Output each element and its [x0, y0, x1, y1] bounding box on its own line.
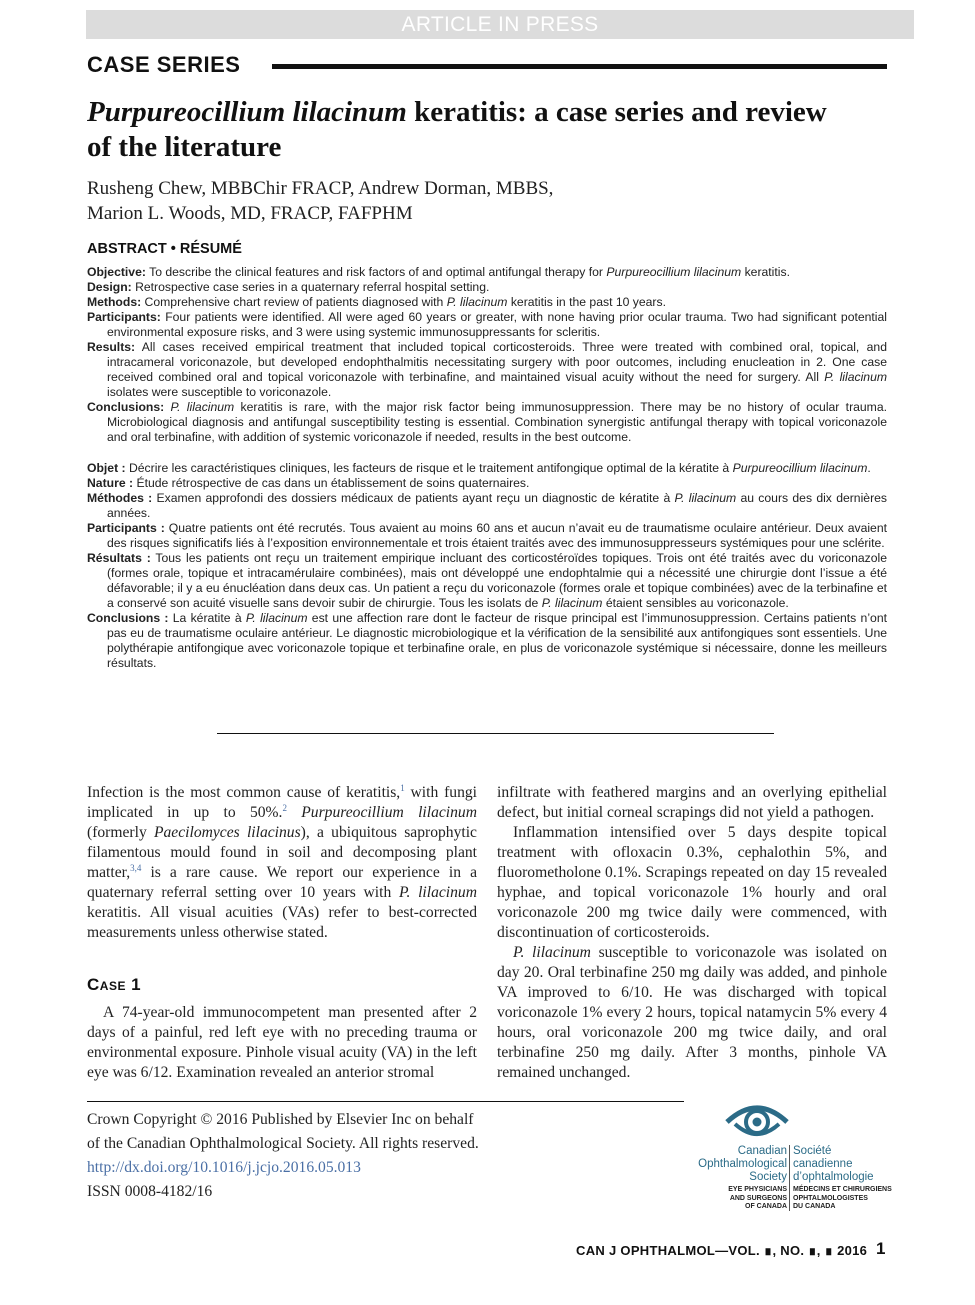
label-conclusions: Conclusions: [87, 400, 165, 414]
article-title [87, 95, 847, 165]
reference-link-2[interactable]: 2 [282, 802, 287, 813]
page-number: 1 [876, 1239, 886, 1258]
label-design: Design: [87, 280, 132, 294]
intro-text-3 [287, 804, 301, 821]
authors [87, 176, 787, 226]
case-paragraph-2: Inflammation intensified over 5 days despite topical treatment with ofloxacin 0.3%, cephalothin 5%, and fluorometholone 0.1%. Scrapings repeated on day 15 revealed hyphae, and topical voriconazole 1% hourly and oral voriconazole 200 mg twice daily were commenced, with discontinuation of corticosteroids. [497, 824, 887, 941]
label-participants: Participants: [87, 310, 161, 324]
text-conclusions: keratitis is rare, with the major risk factor being immunosuppression. There may be no history of ocular trauma. Microbiological diagnosis and antifungal susceptibility testing is essential. Combination synergistic antifungal therapy with topical voriconazole and oral terbinafine, with addition of systemic voriconazole if needed, results in the best outcome. [107, 400, 887, 444]
text-objet: Décrire les caractéristiques cliniques, les facteurs de risque et le traitement antifongique optimal de la kératite à [125, 461, 733, 475]
italic-methods: P. lilacinum [446, 295, 508, 309]
text-results-end: isolates were susceptible to voriconazole. [107, 385, 332, 399]
article-in-press-banner: ARTICLE IN PRESS [86, 10, 914, 39]
label-methodes: Méthodes : [87, 491, 153, 505]
text-participants-fr: Quatre patients ont été recrutés. Tous avaient au moins 60 ans et aucun n’avait eu de traumatisme oculaire antérieur. Deux avaient des risques significatifs liés à l’exposition environnementale et trois étaient traités avec des immunosuppresseurs systémiques pour une sclérite. [107, 521, 887, 550]
reference-link-3[interactable]: 3,4 [130, 862, 142, 873]
logo-sub-en-3: OF CANADA [745, 1203, 787, 1210]
label-conclusions-fr: Conclusions : [87, 611, 169, 625]
intro-text-1: Infection is the most common cause of keratitis, [87, 784, 401, 801]
logo-sub-fr-3: DU CANADA [793, 1203, 836, 1210]
label-participants-fr: Participants : [87, 521, 165, 535]
logo-en-line-1: Canadian [737, 1145, 787, 1157]
logo-sub-fr-2: OPHTALMOLOGISTES [793, 1194, 868, 1202]
italic-objet: Purpureocillium lilacinum [732, 461, 868, 475]
intro-text-5: ), a ubiquitous saprophytic filamentous mould found in soil and decomposing plant matter, [87, 824, 477, 881]
intro-column [87, 783, 477, 943]
abstract-participants [87, 310, 887, 340]
eye-logo-icon [725, 1100, 789, 1144]
resume-conclusions [87, 611, 887, 671]
resume-resultats [87, 551, 887, 611]
abstract-heading: ABSTRACT • RÉSUMÉ [87, 241, 242, 257]
case-1-heading: Case 1 [87, 975, 142, 994]
text-resultats-end: étaient sensibles au voriconazole. [602, 596, 789, 610]
resume-methodes [87, 491, 887, 521]
intro-text-6: is a rare cause. We report our experience in a quaternary referral setting over 10 years with [87, 864, 477, 901]
title-rest: keratitis: a case series and review of the literature [87, 96, 827, 163]
text-conclusions-fr-end: est une affection rare dont le facteur de risque principal est l’immunosuppression. Certains patients n’ont pas eu de traumatisme oculaire antérieur. Le diagnostic microbiologique et la vérification de la sensibilité aux antifongiques sont essentiels. Une polythérapie antifongique avec voriconazole topique et terbinafine orale, en plus de voriconazole systémique si nécessaire, donne les meilleurs résultats. [107, 611, 887, 670]
title-italic: Purpureocillium lilacinum [87, 96, 407, 128]
logo-fr-line-3: d’ophtalmologie [793, 1171, 874, 1183]
text-results: All cases received empirical treatment that included topical corticosteroids. Three were treated with combined oral, topical, and intracameral voriconazole, but developed endophthalmitis necessitating surgery with poor outcomes, including enucleation in 2. One case received combined oral and topical voriconazole with terbinafine, and maintained visual acuity without the need for surgery. All [107, 340, 887, 384]
label-results: Results: [87, 340, 136, 354]
label-methods: Methods: [87, 295, 142, 309]
abstract-french [87, 461, 887, 671]
abstract-objective [87, 265, 887, 280]
logo-en-line-2: Ophthalmological [698, 1158, 787, 1170]
intro-text-7: keratitis. All visual acuities (VAs) refer to best-corrected measurements unless otherwise stated. [87, 904, 477, 941]
doi-link[interactable]: http://dx.doi.org/10.1016/j.jcjo.2016.05.013 [87, 1159, 361, 1176]
logo-en-line-3: Society [749, 1171, 787, 1183]
label-resultats: Résultats : [87, 551, 151, 565]
italic-conclusions-fr: P. lilacinum [245, 611, 308, 625]
intro-text-2: with fungi implicated in up to 50%. [87, 784, 478, 821]
text-objet-end: . [867, 461, 871, 475]
resume-nature [87, 476, 887, 491]
journal-footer: CAN J OPHTHALMOL—VOL. ∎, NO. ∎, ∎ 2016 [576, 1243, 868, 1258]
logo-sub-en-1: EYE PHYSICIANS [728, 1186, 787, 1193]
footnote-divider [87, 1101, 684, 1102]
logo-fr-line-1: Société [793, 1145, 832, 1157]
italic-conclusions: P. lilacinum [170, 400, 235, 414]
logo-fr-line-2: canadienne [793, 1158, 853, 1170]
case-1-continued-column [497, 783, 887, 1083]
authors-line-2: Marion L. Woods, MD, FRACP, FAFPHM [87, 203, 413, 224]
logo-sub-en-2: AND SURGEONS [729, 1194, 787, 1202]
text-conclusions-fr: La kératite à [168, 611, 246, 625]
text-objective: To describe the clinical features and risk factors of and optimal antifungal therapy for [145, 265, 607, 279]
abstract-divider [217, 733, 774, 734]
issn-text: ISSN 0008-4182/16 [87, 1183, 213, 1200]
intro-text-4: (formerly [87, 824, 154, 841]
text-methods: Comprehensive chart review of patients diagnosed with [141, 295, 447, 309]
italic-results: P. lilacinum [824, 370, 887, 384]
text-methodes-end: au cours des dix dernières années. [107, 491, 887, 520]
text-methodes: Examen approfondi des dossiers médicaux de patients ayant reçu un diagnostic de kératite à [152, 491, 675, 505]
authors-line-1: Rusheng Chew, MBBChir FRACP, Andrew Dorman, MBBS, [87, 178, 554, 199]
cos-logo [693, 1100, 893, 1215]
case-paragraph-3-text: susceptible to voriconazole was isolated on day 20. Oral terbinafine 250 mg daily was added, and pinhole VA improved to 6/10. He was discharged with topical voriconazole 1% every 2 hours, topical natamycin 5% every 4 hours, oral voriconazole 200 mg twice daily, and oral terbinafine 250 mg daily. After 3 months, pinhole VA remained unchanged. [497, 944, 888, 1081]
logo-name-english [693, 1145, 787, 1184]
abstract-design [87, 280, 887, 295]
text-methods-end: keratitis in the past 10 years. [507, 295, 666, 309]
italic-methodes: P. lilacinum [674, 491, 737, 505]
intro-italic-2: Paecilomyces lilacinus [153, 824, 301, 841]
resume-objet [87, 461, 887, 476]
case-1-body: A 74-year-old immunocompetent man presented after 2 days of a painful, red left eye with no preceding trauma or environmental exposure. Pinhole visual acuity (VA) in the left eye was 6/12. Examination revealed an anterior stromal [87, 1004, 477, 1081]
logo-sub-fr-1: MÉDECINS ET CHIRURGIENS [793, 1186, 892, 1193]
logo-divider [789, 1145, 790, 1211]
case-paragraph-3-italic: P. lilacinum [513, 944, 591, 961]
abstract-results [87, 340, 887, 400]
copyright-text: Crown Copyright © 2016 Published by Elsevier Inc on behalf of the Canadian Ophthalmological Society. All rights reserved. [87, 1111, 479, 1152]
italic-resultats: P. lilacinum [541, 596, 603, 610]
label-objet: Objet : [87, 461, 126, 475]
case-paragraph-3 [497, 943, 887, 1083]
logo-name-french [793, 1145, 893, 1184]
section-label: CASE SERIES [87, 52, 241, 77]
reference-link-1[interactable]: 1 [400, 782, 405, 793]
intro-italic-3: P. lilacinum [398, 884, 477, 901]
intro-paragraph [87, 783, 477, 943]
abstract-english [87, 265, 887, 445]
copyright-footnote [87, 1108, 487, 1204]
text-objective-end: keratitis. [741, 265, 790, 279]
text-nature: Étude rétrospective de cas dans un établissement de soins quaternaires. [133, 476, 530, 490]
logo-subtitle-english [693, 1186, 787, 1212]
text-resultats: Tous les patients ont reçu un traitement empirique incluant des corticostéroïdes topiques. Trois ont été traités avec du voriconazole (formes orale, topique et intracamérulaire combinées), mais ont développé une endophtalmie qui a nécessité une chirurgie dont l’issue a été défavorable; il y a eu énucléation dans deux cas. Un patient a reçu du voriconazole (formes orale et topique combinées) avec de la terbinafine et a conservé son acuité visuelle sans devoir subir de chirurgie. Tous les isolats de [107, 551, 888, 610]
abstract-conclusions [87, 400, 887, 445]
italic-objective: Purpureocillium lilacinum [606, 265, 742, 279]
section-rule [272, 64, 887, 69]
resume-participants [87, 521, 887, 551]
intro-italic-1: Purpureocillium lilacinum [301, 804, 477, 821]
label-objective: Objective: [87, 265, 146, 279]
label-nature: Nature : [87, 476, 134, 490]
case-paragraph-1: infiltrate with feathered margins and an overlying epithelial defect, but initial corneal scrapings did not yield a pathogen. [497, 784, 887, 821]
text-participants: Four patients were identified. All were aged 60 years or greater, with none having prior ocular trauma. Two had significant potential environmental exposure risks, and 3 were using systemic immunosuppressants for scleritis. [107, 310, 887, 339]
abstract-methods [87, 295, 887, 310]
logo-subtitle-french [793, 1186, 893, 1212]
text-design: Retrospective case series in a quaternary referral hospital setting. [131, 280, 490, 294]
